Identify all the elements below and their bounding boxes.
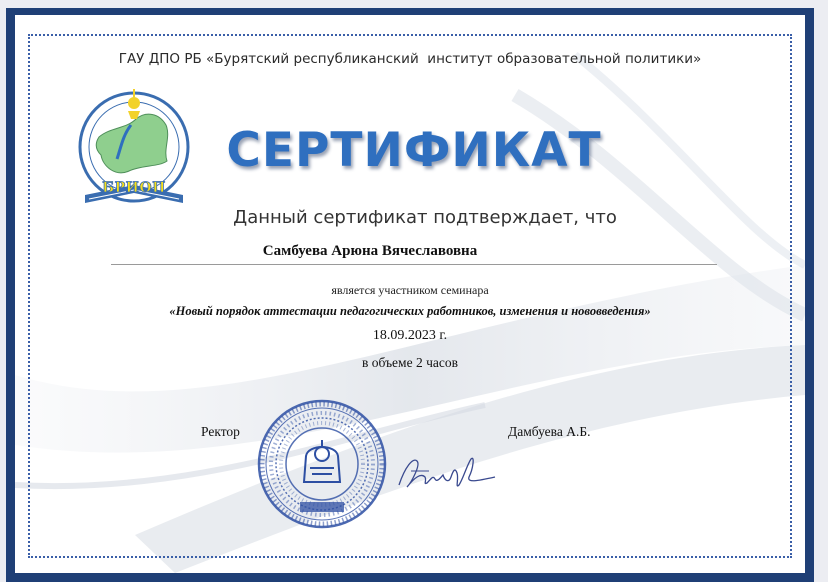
- logo-text: БРИОП: [102, 180, 166, 196]
- certificate-paper: [15, 15, 805, 573]
- position-label: Ректор: [201, 424, 240, 439]
- participation-text: является участником семинара: [331, 283, 489, 297]
- certificate-frame: [6, 8, 814, 582]
- handwritten-signature: [397, 447, 497, 497]
- confirm-text: Данный сертификат подтверждает, что: [233, 207, 617, 228]
- institution-logo: [71, 67, 197, 217]
- name-underline: [111, 264, 717, 265]
- seminar-volume: в объеме 2 часов: [362, 355, 458, 370]
- seminar-title: «Новый порядок аттестации педагогических работников, изменения и нововведения»: [169, 304, 651, 318]
- institution-header: ГАУ ДПО РБ «Бурятский республиканский институт образовательной политики»: [118, 51, 702, 67]
- recipient-name: Самбуева Арюна Вячеславовна: [262, 243, 478, 259]
- signer-name: Дамбуева А.Б.: [508, 424, 591, 439]
- certificate-title: СЕРТИФИКАТ: [226, 123, 602, 178]
- official-seal-stamp-icon: [256, 398, 388, 530]
- seminar-date: 18.09.2023 г.: [372, 328, 448, 343]
